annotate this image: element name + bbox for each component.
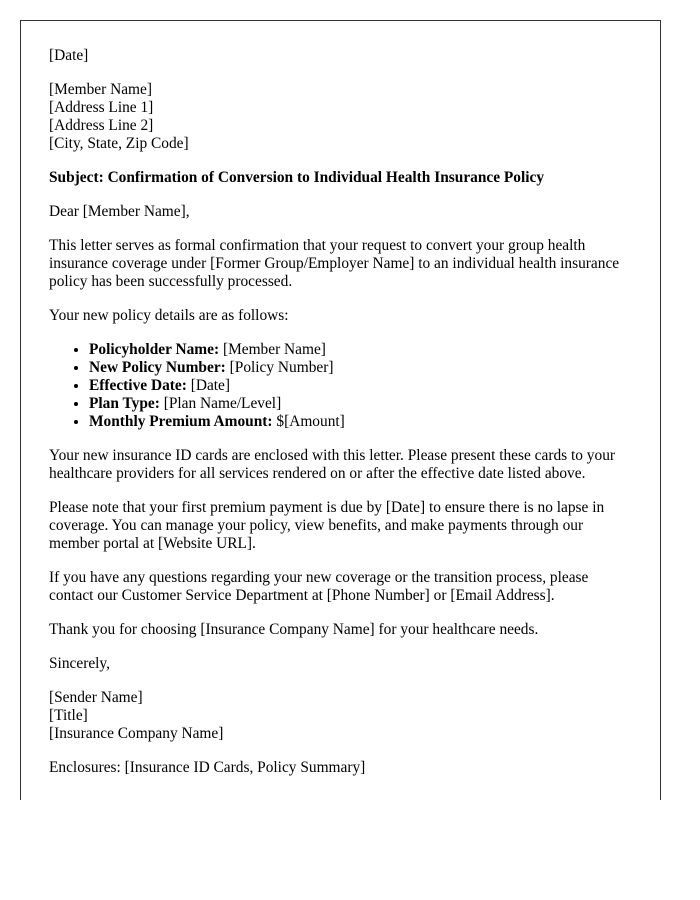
paragraph-confirmation: This letter serves as formal confirmation that your request to convert your group health insurance coverage under [Former Group/Employer Name] to an individual health insurance policy has been successfully processed. — [49, 237, 620, 290]
policy-detail-item — [89, 377, 632, 395]
paragraph-id-cards: Your new insurance ID cards are enclosed with this letter. Please present these cards to your healthcare providers for all services rendered on or after the effective date listed above. — [49, 447, 616, 482]
sender-signature-block — [49, 689, 632, 743]
policy-detail-label: Policyholder Name: — [89, 341, 220, 358]
letter-salutation: Dear [Member Name], — [49, 203, 190, 220]
policy-detail-label: Plan Type: — [89, 395, 160, 412]
letter-page — [20, 20, 661, 800]
policy-detail-value: $[Amount] — [272, 413, 345, 430]
letter-subject: Subject: Confirmation of Conversion to Individual Health Insurance Policy — [49, 169, 545, 186]
recipient-address — [49, 81, 632, 153]
policy-detail-value: [Plan Name/Level] — [159, 395, 282, 412]
paragraph-questions: If you have any questions regarding your new coverage or the transition process, please contact our Customer Service Department at [Phone Number] or [Email Address]. — [49, 569, 589, 604]
recipient-address-line-2: [Address Line 2] — [49, 117, 154, 134]
policy-detail-value: [Date] — [186, 377, 231, 394]
policy-detail-item — [89, 341, 632, 359]
policy-detail-item — [89, 359, 632, 377]
letter-closing: Sincerely, — [49, 655, 110, 672]
policy-detail-label: Monthly Premium Amount: — [89, 413, 273, 430]
sender-company: [Insurance Company Name] — [49, 725, 224, 742]
policy-detail-value: [Member Name] — [219, 341, 326, 358]
recipient-address-line-1: [Address Line 1] — [49, 99, 154, 116]
paragraph-premium-payment: Please note that your first premium payment is due by [Date] to ensure there is no lapse in coverage. You can manage your policy, view benefits, and make payments through our member portal at [Website URL]. — [49, 499, 605, 552]
sender-title: [Title] — [49, 707, 88, 724]
details-intro: Your new policy details are as follows: — [49, 307, 289, 324]
policy-detail-label: Effective Date: — [89, 377, 187, 394]
policy-details-list — [49, 341, 632, 431]
paragraph-thank-you: Thank you for choosing [Insurance Company Name] for your healthcare needs. — [49, 621, 539, 638]
sender-name: [Sender Name] — [49, 689, 143, 706]
letter-date: [Date] — [49, 47, 89, 64]
letter-enclosures: Enclosures: [Insurance ID Cards, Policy Summary] — [49, 759, 366, 776]
policy-detail-label: New Policy Number: — [89, 359, 226, 376]
policy-detail-item — [89, 413, 632, 431]
policy-detail-item — [89, 395, 632, 413]
policy-detail-value: [Policy Number] — [225, 359, 334, 376]
recipient-name: [Member Name] — [49, 81, 152, 98]
recipient-city-state-zip: [City, State, Zip Code] — [49, 135, 189, 152]
